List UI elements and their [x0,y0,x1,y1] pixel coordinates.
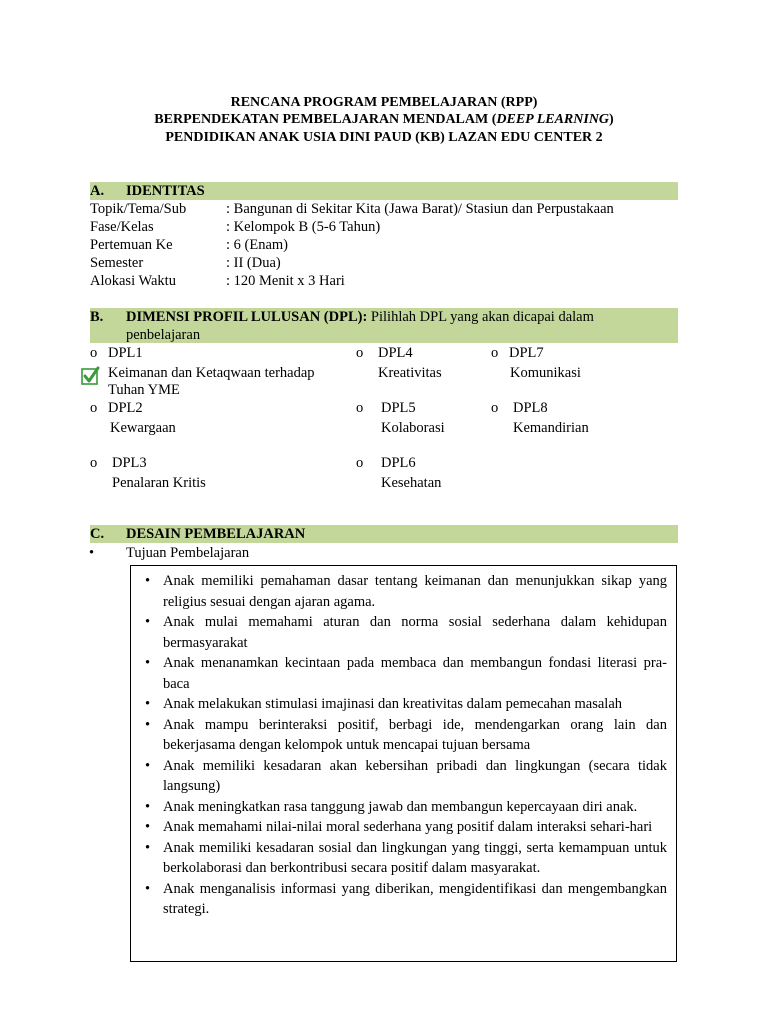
dpl-name: Komunikasi [510,365,581,381]
section-b-heading: DIMENSI PROFIL LULUSAN (DPL): [126,309,368,325]
section-b-instruction: Pilihlah DPL yang akan dicapai dalam [367,309,594,325]
identity-value: : 6 (Enam) [226,237,289,253]
dpl-name: Kemandirian [513,420,589,436]
list-item: • Anak menanamkan kecintaan pada membaca dan membangun fondasi literasi pra-baca [141,653,667,694]
section-a-band [90,182,678,200]
list-item: • Anak mampu berinteraksi positif, berbagi ide, mendengarkan orang lain dan bekerjasama dengan kelompok untuk mencapai tujuan bersama [141,715,667,756]
section-c-heading: DESAIN PEMBELAJARAN [126,526,306,542]
dpl-bullet: o [491,345,499,361]
dpl-bullet: o [356,400,364,416]
title-line2-post: ) [609,112,614,127]
list-item: • Anak meningkatkan rasa tanggung jawab dan membangun kepercayaan diri anak. [141,797,667,818]
dpl-name-cont: Tuhan YME [108,382,180,398]
section-b-letter: B. [90,309,104,325]
section-a-letter: A. [90,183,105,199]
list-item: • Anak memiliki kesadaran sosial dan lingkungan yang tinggi, serta kemampuan untuk berkolaborasi dan berkontribusi secara positif dalam masyarakat. [141,838,667,879]
dpl-name: Kolaborasi [381,420,445,436]
dpl-code: DPL5 [381,400,416,416]
dpl-bullet: o [356,345,364,361]
section-b-band [90,308,678,343]
doc-title-line2 [0,111,768,128]
identity-value: : 120 Menit x 3 Hari [226,273,345,289]
dpl-bullet: o [90,400,98,416]
identity-value: : II (Dua) [226,255,281,271]
dpl-name: Kewargaan [110,420,176,436]
section-c-letter: C. [90,526,105,542]
doc-title-line1: RENCANA PROGRAM PEMBELAJARAN (RPP) [230,95,538,110]
dpl-bullet: o [356,455,364,471]
learning-goals-list [141,571,667,920]
list-item: • Anak mulai memahami aturan dan norma sosial sederhana dalam kehidupan bermasyarakat [141,612,667,653]
doc-title-line3: PENDIDIKAN ANAK USIA DINI PAUD (KB) LAZAN EDU CENTER 2 [165,130,603,145]
list-item: • Anak memiliki kesadaran akan kebersihan pribadi dan lingkungan (secara tidak langsung) [141,756,667,797]
identity-label: Pertemuan Ke [90,237,173,253]
sub-bullet: • [89,545,95,561]
title-line2-emphasis: DEEP LEARNING [496,112,610,127]
dpl-code: DPL3 [112,455,147,471]
sub-heading: Tujuan Pembelajaran [126,545,250,561]
section-b-instruction-cont: penbelajaran [126,327,201,343]
dpl-bullet: o [90,345,98,361]
dpl-code: DPL2 [108,400,143,416]
dpl-name: Kesehatan [381,475,442,491]
dpl-name: Keimanan dan Ketaqwaan terhadap [108,365,315,381]
dpl-code: DPL4 [378,345,413,361]
list-item: • Anak memiliki pemahaman dasar tentang keimanan dan menunjukkan sikap yang religius sesuai dengan ajaran agama. [141,571,667,612]
dpl-bullet: o [90,455,98,471]
dpl-code: DPL7 [509,345,544,361]
identity-label: Topik/Tema/Sub [90,201,187,217]
dpl-code: DPL6 [381,455,416,471]
dpl-name: Penalaran Kritis [112,475,206,491]
checkbox-checked-icon[interactable] [80,366,100,386]
identity-label: Semester [90,255,144,271]
dpl-name: Kreativitas [378,365,442,381]
dpl-code: DPL8 [513,400,548,416]
learning-goals-box [130,565,677,962]
identity-label: Fase/Kelas [90,219,154,235]
identity-value: : Bangunan di Sekitar Kita (Jawa Barat)/ Stasiun dan Perpustakaan [226,201,614,217]
identity-label: Alokasi Waktu [90,273,176,289]
list-item: • Anak memahami nilai-nilai moral sederhana yang positif dalam interaksi sehari-hari [141,817,667,838]
identity-value: : Kelompok B (5-6 Tahun) [226,219,381,235]
dpl-code: DPL1 [108,345,143,361]
section-a-heading: IDENTITAS [126,183,205,199]
section-c-band [90,525,678,543]
list-item: • Anak melakukan stimulasi imajinasi dan kreativitas dalam pemecahan masalah [141,694,667,715]
list-item: • Anak menganalisis informasi yang diberikan, mengidentifikasi dan mengembangkan strategi. [141,879,667,920]
dpl-bullet: o [491,400,499,416]
title-line2-pre: BERPENDEKATAN PEMBELAJARAN MENDALAM ( [154,112,497,127]
